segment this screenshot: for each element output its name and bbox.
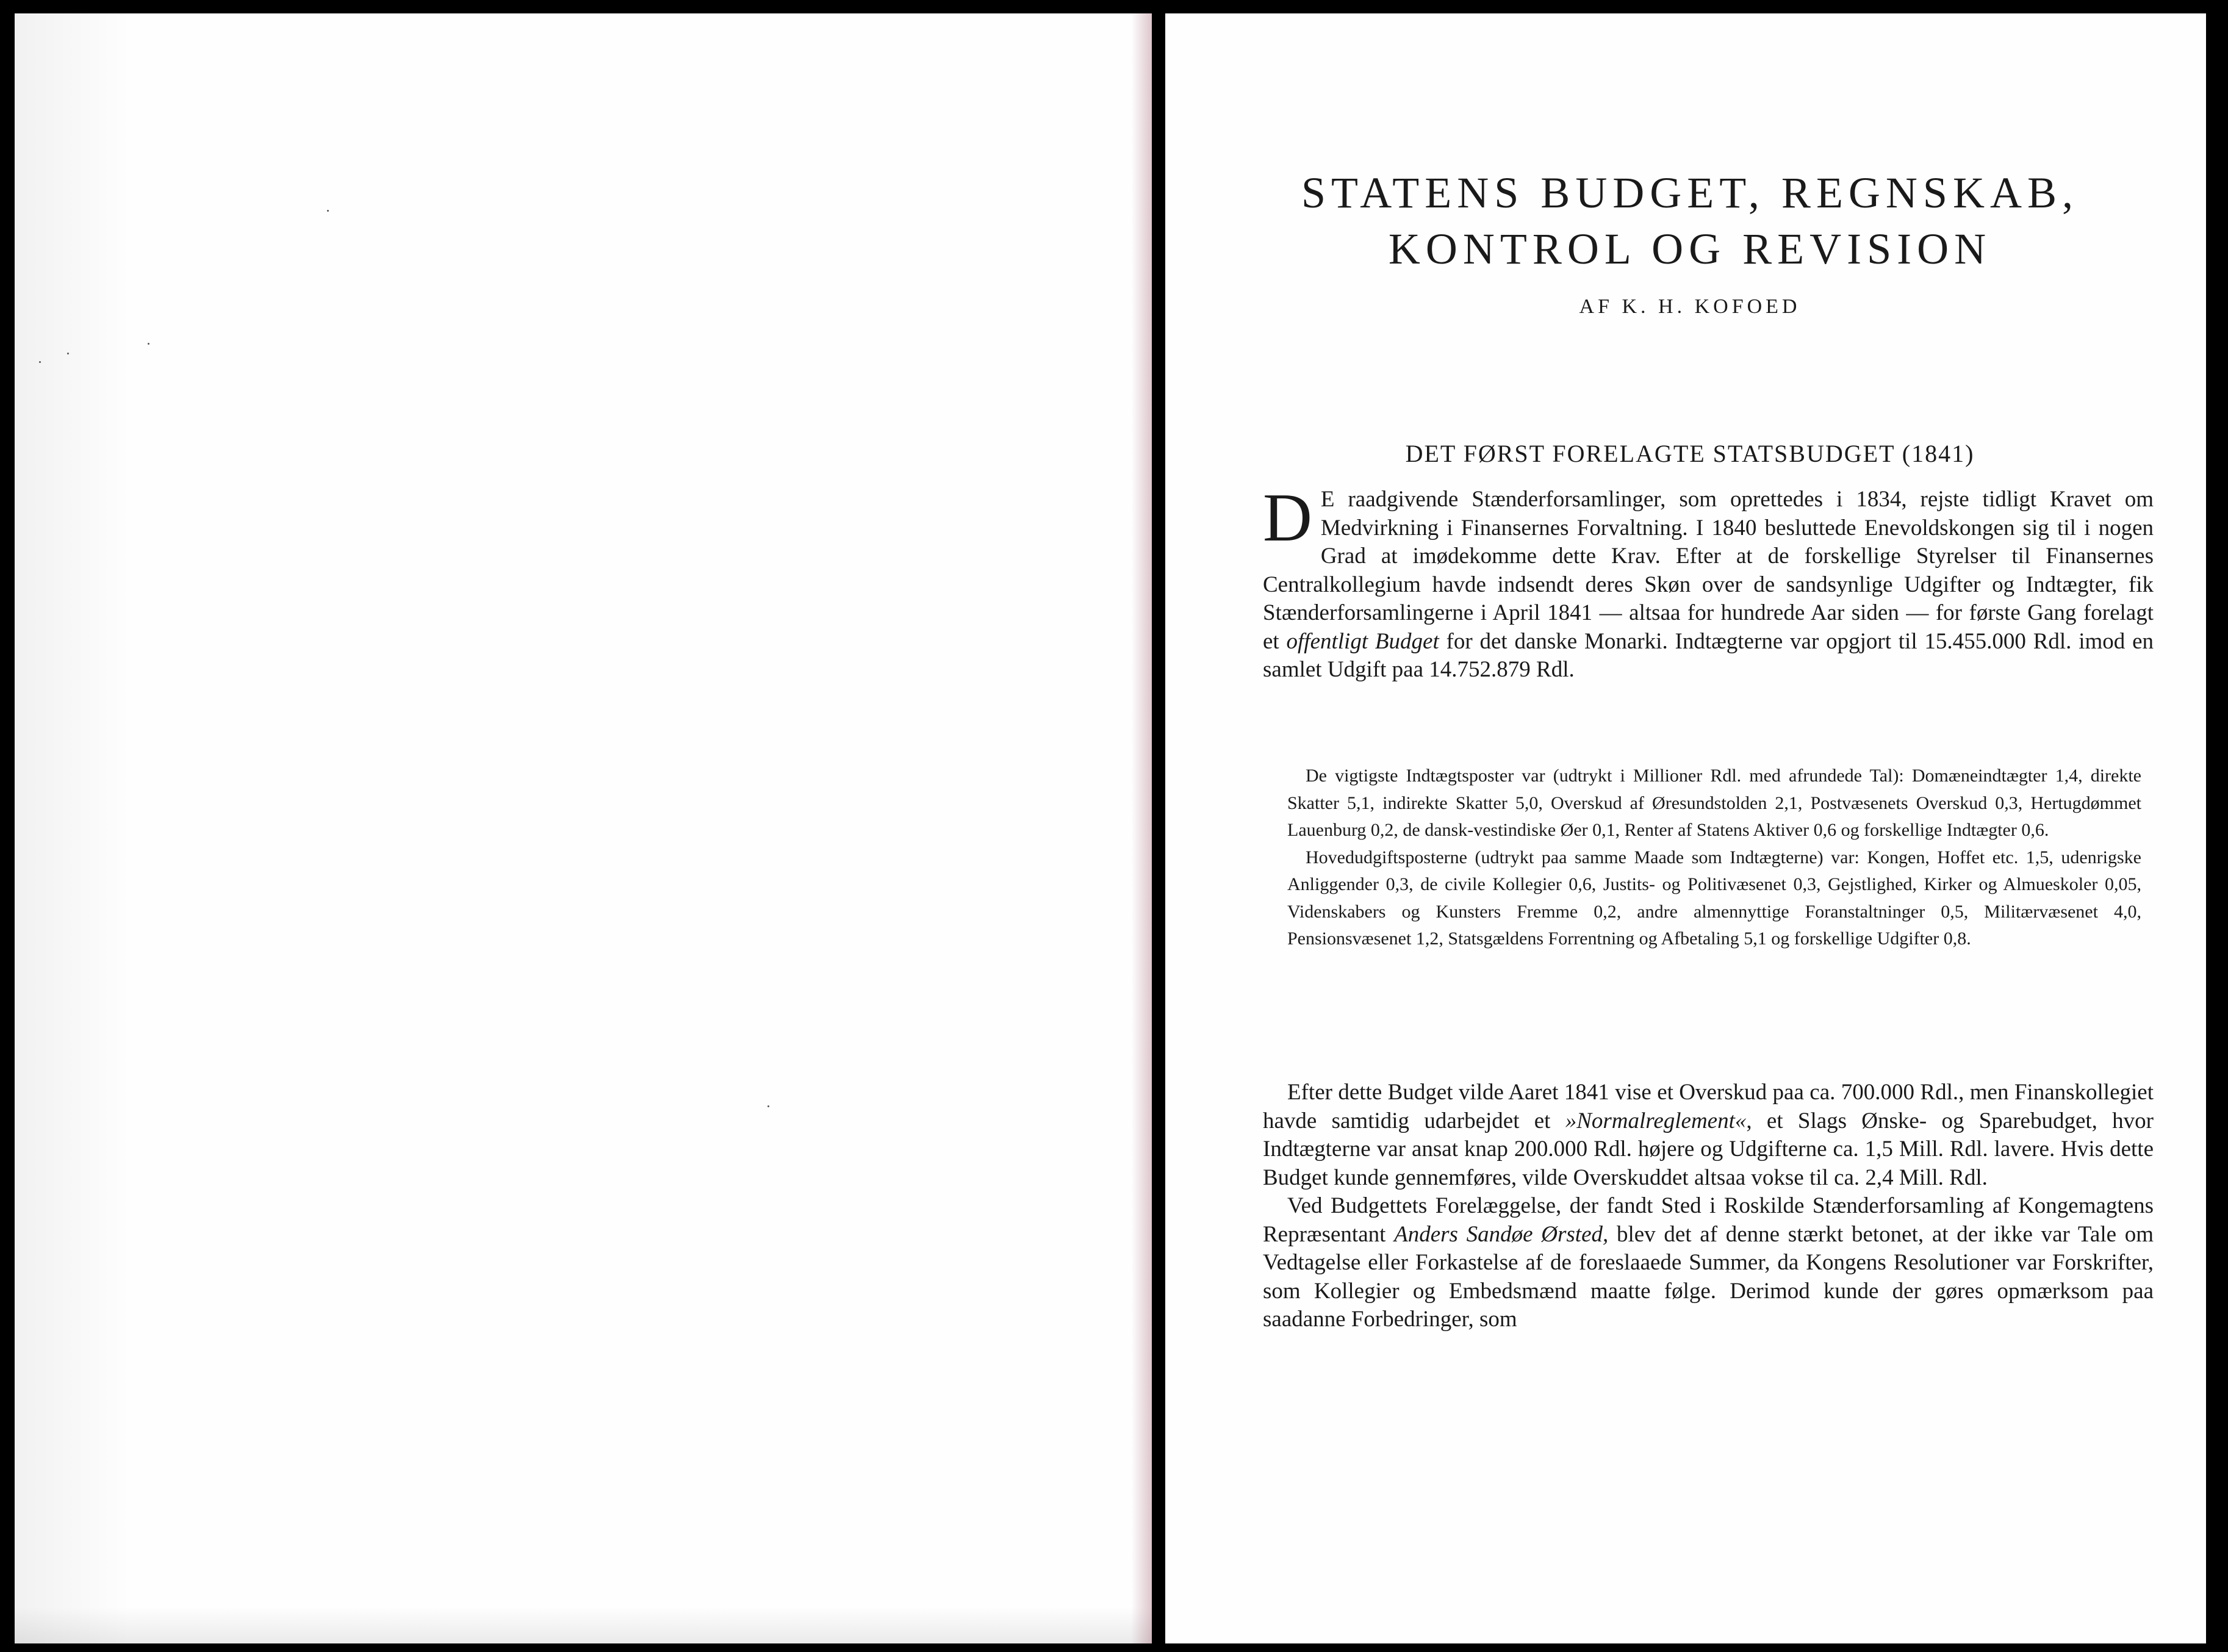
scan-speck [327, 210, 329, 212]
scan-shadow-left [15, 13, 131, 1643]
paragraph-intro-text-a: E raadgivende Stænderforsamlinger, som oprettedes i 1834, rejste tidligt Kravet om Medvirkning i Finansernes Forvaltning. I 1840 besluttede Enevoldskongen sig til i nogen Grad at imødekomme dette Krav. Efter at de forskellige Styrelser til Finansernes Centralkollegium havde indsendt deres Skøn over de sandsynlige Udgifter og Indtægter, fik Stænderforsamlingerne i April 1841 — altsaa for hundrede Aar siden — for første Gang forelagt et [1263, 487, 2154, 654]
paragraph-surplus-text-b: , et Slags Ønske- og Sparebudget, hvor Indtægterne var ansat knap 200.000 Rdl. højere og Udgifterne ca. 1,5 Mill. Rdl. lavere. Hvis dette Budget kunde gennemføres, vilde Overskuddet altsaa vokse til ca. 2,4 Mill. Rdl. [1263, 1108, 2154, 1190]
scan-speck [67, 353, 69, 354]
left-page-blank [15, 13, 1152, 1643]
paragraph-presentation [1263, 1192, 2154, 1334]
paragraph-presentation-text-a: Ved Budgettets Forelæggelse, der fandt Sted i Roskilde Stænderforsamling af Kongemagtens Repræsentant [1263, 1193, 2154, 1247]
article-title [1245, 165, 2135, 277]
article-author: AF K. H. KOFOED [1579, 295, 1801, 318]
body-text [1263, 1079, 2154, 1334]
scan-shadow-bottom [15, 1607, 1152, 1643]
scan-speck [39, 361, 41, 363]
paragraph-surplus-text-a: Efter dette Budget vilde Aaret 1841 vise et Overskud paa ca. 700.000 Rdl., men Finanskollegiet havde samtidig udarbejdet et [1263, 1080, 2154, 1133]
small-print-notes [1287, 763, 2141, 953]
paragraph-presentation-text-b: blev det af denne stærkt betonet, at der ikke var Tale om Vedtagelse eller Forkastelse af de foreslaaede Summer, da Kongens Resolutioner var Forskrifter, som Kollegier og Embedsmænd maatte følge. Derimod kunde der gøres opmærksom paa saadanne Forbedringer, som [1263, 1221, 2154, 1332]
paragraph-surplus [1263, 1079, 2154, 1192]
paragraph-presentation-italic: Anders Sandøe Ørsted, [1394, 1221, 1609, 1247]
note-income-items: De vigtigste Indtægtsposter var (udtrykt i Millioner Rdl. med afrundede Tal): Domæneindtægter 1,4, direkte Skatter 5,1, indirekte Skatter 5,0, Overskud af Øresundstolden 2,1, Postvæsenets Overskud 0,3, Hertugdømmet Lauenburg 0,2, de dansk-vestindiske Øer 0,1, Renter af Statens Aktiver 0,6 og forskellige Indtægter 0,6. [1287, 766, 2141, 840]
paragraph-intro-italic: offentligt Budget [1286, 628, 1439, 654]
drop-cap: D [1263, 480, 1312, 556]
scan-speck [767, 1105, 769, 1107]
title-line-2: KONTROL OG REVISION [1388, 224, 1992, 273]
note-expense-items: Hovedudgiftsposterne (udtrykt paa samme Maade som Indtægterne) var: Kongen, Hoffet etc. 1,5, udenrigske Anliggender 0,3, de civile Kollegier 0,6, Justits- og Politivæsenet 0,3, Gejstlighed, Kirker og Almueskoler 0,05, Videnskabers og Kunsters Fremme 0,2, andre almennyttige Foranstaltninger 0,5, Militærvæsenet 4,0, Pensionsvæsenet 1,2, Statsgældens Forrentning og Afbetaling 5,1 og forskellige Udgifter 0,8. [1287, 847, 2141, 949]
page-gutter-band [1131, 13, 1152, 1643]
scan-speck [148, 343, 149, 345]
right-page-article [1165, 13, 2206, 1643]
paragraph-intro-text-b: for det danske Monarki. Indtægterne var opgjort til 15.455.000 Rdl. imod en samlet Udgift paa 14.752.879 Rdl. [1263, 628, 2154, 682]
title-line-1: STATENS BUDGET, REGNSKAB, [1301, 168, 2079, 217]
paragraph-intro [1263, 480, 2154, 684]
section-heading: DET FØRST FORELAGTE STATSBUDGET (1841) [1405, 440, 1975, 467]
paragraph-surplus-italic: »Normalreglement« [1565, 1108, 1747, 1133]
